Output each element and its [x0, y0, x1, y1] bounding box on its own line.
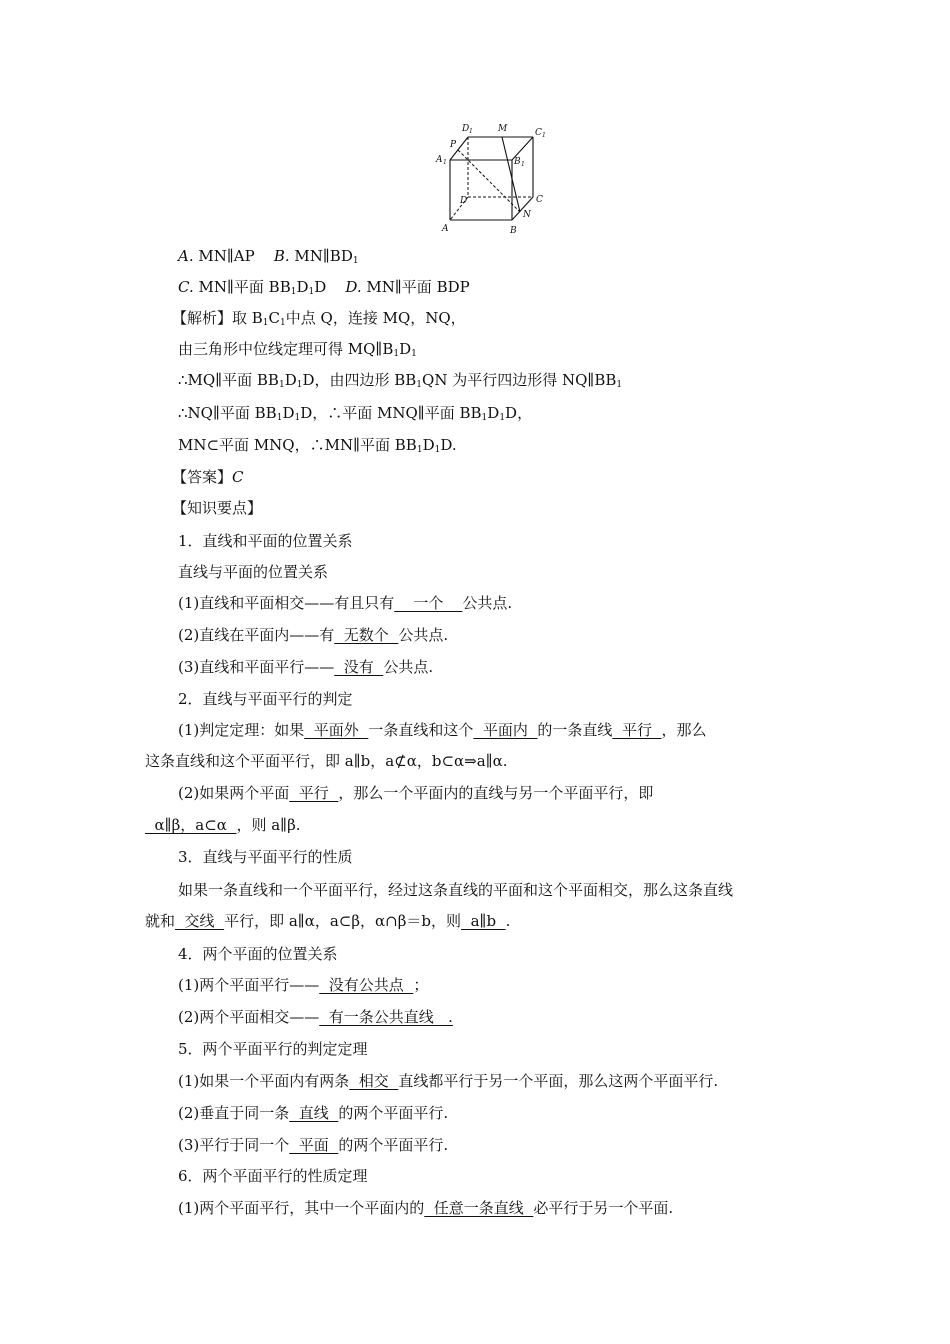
blank: 平面内 — [473, 721, 538, 739]
section-4-heading: 4．两个平面的位置关系 — [178, 945, 338, 963]
blank: 没有 — [334, 658, 384, 676]
label-C1: C — [535, 128, 542, 138]
section-5-item-2: (2)垂直于同一条 直线 的两个平面平行. — [178, 1104, 449, 1122]
answer-value: C — [232, 468, 244, 486]
section-4-item-2: (2)两个平面相交—— 有一条公共直线 . — [178, 1008, 453, 1026]
blank: 一个 — [394, 594, 463, 612]
blank: 有一条公共直线 . — [319, 1008, 453, 1026]
svg-text:1: 1 — [542, 132, 546, 139]
label-A1: A — [436, 155, 443, 165]
blank: α∥β，a⊂α — [145, 816, 237, 834]
option-d: MN∥平面 BDP — [366, 278, 470, 296]
blank: 平行 — [612, 721, 662, 739]
section-2-item-1: (1)判定定理：如果 平面外 一条直线和这个 平面内 的一条直线 平行 ，那么 — [178, 721, 707, 739]
options-row-ab: A. MN∥AP B. $MN\parallel BD_1$ — [178, 247, 359, 266]
section-6-item-1: (1)两个平面平行，其中一个平面内的 任意一条直线 必平行于另一个平面. — [178, 1199, 674, 1217]
blank: 交线 — [175, 912, 225, 930]
section-5-heading: 5．两个平面平行的判定定理 — [178, 1040, 368, 1058]
svg-text:1: 1 — [443, 159, 447, 166]
option-b: $MN\parallel BD_1$ — [294, 247, 359, 266]
option-a: MN∥AP — [198, 247, 255, 265]
section-6-heading: 6．两个平面平行的性质定理 — [178, 1167, 368, 1185]
svg-text:1: 1 — [469, 128, 473, 135]
analysis-line-2: 由三角形中位线定理可得 $MQ\parallel B_1D_1$ — [178, 340, 417, 359]
blank: 无数个 — [334, 626, 399, 644]
analysis-line-5: MN⊂平面 MNQ，∴MN∥平面 $BB_1D_1D$. — [178, 436, 457, 455]
blank: 平面 — [289, 1136, 339, 1154]
label-C: C — [536, 195, 543, 205]
section-3-heading: 3．直线与平面平行的性质 — [178, 848, 353, 866]
section-5-item-1: (1)如果一个平面内有两条 相交 直线都平行于另一个平面，那么这两个平面平行. — [178, 1072, 719, 1090]
section-2-item-1-cont: 这条直线和这个平面平行，即 a∥b，a⊄α，b⊂α⇒a∥α. — [145, 752, 508, 770]
section-1-subheading: 直线与平面的位置关系 — [178, 563, 329, 581]
section-2-item-2: (2)如果两个平面 平行 ，那么一个平面内的直线与另一个平面平行，即 — [178, 784, 654, 802]
cube-figure — [430, 120, 560, 238]
blank: 任意一条直线 — [424, 1199, 534, 1217]
options-row-cd: C. MN∥平面 $BB_1D_1D$ D. MN∥平面 BDP — [178, 278, 470, 297]
section-4-item-1: (1)两个平面平行—— 没有公共点 ； — [178, 976, 429, 994]
section-2-item-2-cont: α∥β，a⊂α ，则 a∥β. — [145, 816, 301, 834]
blank: 直线 — [289, 1104, 339, 1122]
analysis-line-3: ∴MQ∥平面 $BB_1D_1D$，由四边形 $BB_1QN$ 为平行四边形得 $NQ\parallel BB_1$ — [178, 371, 623, 390]
section-3-text-1: 如果一条直线和一个平面平行，经过这条直线的平面和这个平面相交，那么这条直线 — [178, 881, 734, 899]
section-3-text-2: 就和 交线 平行，即 a∥α，a⊂β，α∩β＝b，则 a∥b . — [145, 912, 511, 930]
section-5-item-3: (3)平行于同一个 平面 的两个平面平行. — [178, 1136, 449, 1154]
section-1-item-2: (2)直线在平面内——有 无数个 公共点. — [178, 626, 449, 644]
section-1-item-3: (3)直线和平面平行—— 没有 公共点. — [178, 658, 434, 676]
analysis-line-4: ∴NQ∥平面 $BB_1D_1D$，∴平面 MNQ∥平面 $BB_1D_1D$， — [178, 404, 533, 423]
label-D1: D — [462, 124, 470, 134]
blank: 相交 — [349, 1072, 399, 1090]
blank: 平面外 — [304, 721, 369, 739]
section-1-item-1: (1)直线和平面相交——有且只有 一个 公共点. — [178, 594, 513, 612]
label-D: D — [460, 196, 468, 206]
label-B: B — [510, 226, 517, 236]
section-2-heading: 2．直线与平面平行的判定 — [178, 690, 353, 708]
label-P: P — [450, 140, 457, 150]
analysis-line-1: 【解析】取 $B_1C_1$中点 Q，连接 MQ，NQ， — [172, 309, 466, 328]
blank: a∥b — [461, 912, 506, 930]
label-N: N — [523, 210, 531, 220]
answer-line: 【答案】C — [172, 468, 244, 486]
option-c: MN∥平面 $BB_1D_1D$ — [198, 278, 327, 297]
label-M: M — [498, 124, 508, 134]
label-B1: B — [514, 157, 521, 167]
knowledge-title: 【知识要点】 — [172, 499, 263, 517]
svg-text:1: 1 — [521, 161, 525, 168]
blank: 没有公共点 — [319, 976, 414, 994]
section-1-heading: 1．直线和平面的位置关系 — [178, 532, 353, 550]
blank: 平行 — [289, 784, 339, 802]
label-A: A — [442, 224, 449, 234]
